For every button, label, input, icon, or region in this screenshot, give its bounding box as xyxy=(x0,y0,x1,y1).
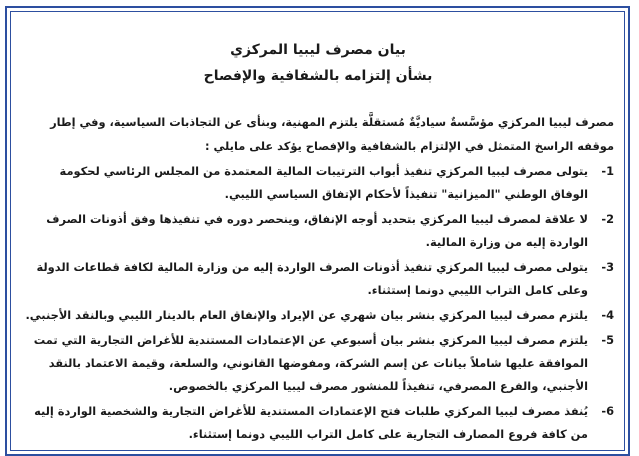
list-item xyxy=(22,304,614,327)
list-item xyxy=(22,329,614,398)
document-body xyxy=(22,38,614,446)
item-text: يُنفذ مصرف ليبيا المركزي طلبات فتح الإعتمادات المستندية للأغراض التجارية والشخصية الواردة إليه من كافة فروع المصارف التجارية على كامل التراب الليبي دونما إستثناء. xyxy=(34,404,588,441)
item-number: 2- xyxy=(601,212,614,226)
item-number: 5- xyxy=(601,333,614,347)
list-item xyxy=(22,208,614,254)
item-number: 3- xyxy=(601,260,614,274)
document-title xyxy=(22,38,614,88)
item-text: لا علاقة لمصرف ليبيا المركزي بتحديد أوجه الإنفاق، وينحصر دوره في تنفيذها وفق أذونات الصرف الواردة إليه من وزارة المالية. xyxy=(46,212,588,249)
item-text: يتولى مصرف ليبيا المركزي تنفيذ أذونات الصرف الواردة إليه من وزارة المالية لكافة قطاعات الدولة وعلى كامل التراب الليبي دونما إستثناء. xyxy=(36,260,588,297)
title-line-2: بشأن إلتزامه بالشفافية والإفصاح xyxy=(203,68,433,84)
list-item xyxy=(22,160,614,206)
list-item xyxy=(22,256,614,302)
item-number: 6- xyxy=(601,404,614,418)
item-number: 4- xyxy=(601,308,614,322)
item-number: 1- xyxy=(601,164,614,178)
statement-list xyxy=(22,160,614,446)
item-text: يلتزم مصرف ليبيا المركزي بنشر بيان أسبوعي عن الإعتمادات المستندية للأغراض التجارية التي تمت الموافقة عليها شاملاً بيانات عن إسم الشركة، ومفوضها القانوني، والسلعة، وقيمة الاعتماد بالنقد الأجنبي، والفرع المصرفي، تنفيذاً للمنشور مصرف ليبيا المركزي بالخصوص. xyxy=(33,333,588,393)
item-text: يتولى مصرف ليبيا المركزي تنفيذ أبواب الترتيبات المالية المعتمدة من المجلس الرئاسي لحكومة الوفاق الوطني "الميزانية" تنفيذاً لأحكام الإتفاق السياسي الليبي. xyxy=(59,164,588,201)
list-item xyxy=(22,400,614,446)
title-line-1: بيان مصرف ليبيا المركزي xyxy=(230,42,406,58)
item-text: يلتزم مصرف ليبيا المركزي بنشر بيان شهري عن الإيراد والإنفاق العام بالدينار الليبي وبالنقد الأجنبي. xyxy=(25,308,588,322)
intro-paragraph: مصرف ليبيا المركزي مؤسَّسةٌ سياديَّةٌ مُستقلَّة يلتزم المهنية، وبنأى عن التجاذبات السياسية، وفي إطار موقفه الراسخ المتمثل في الإلتزام بالشفافية والإفصاح يؤكد على مايلي : xyxy=(50,115,614,153)
